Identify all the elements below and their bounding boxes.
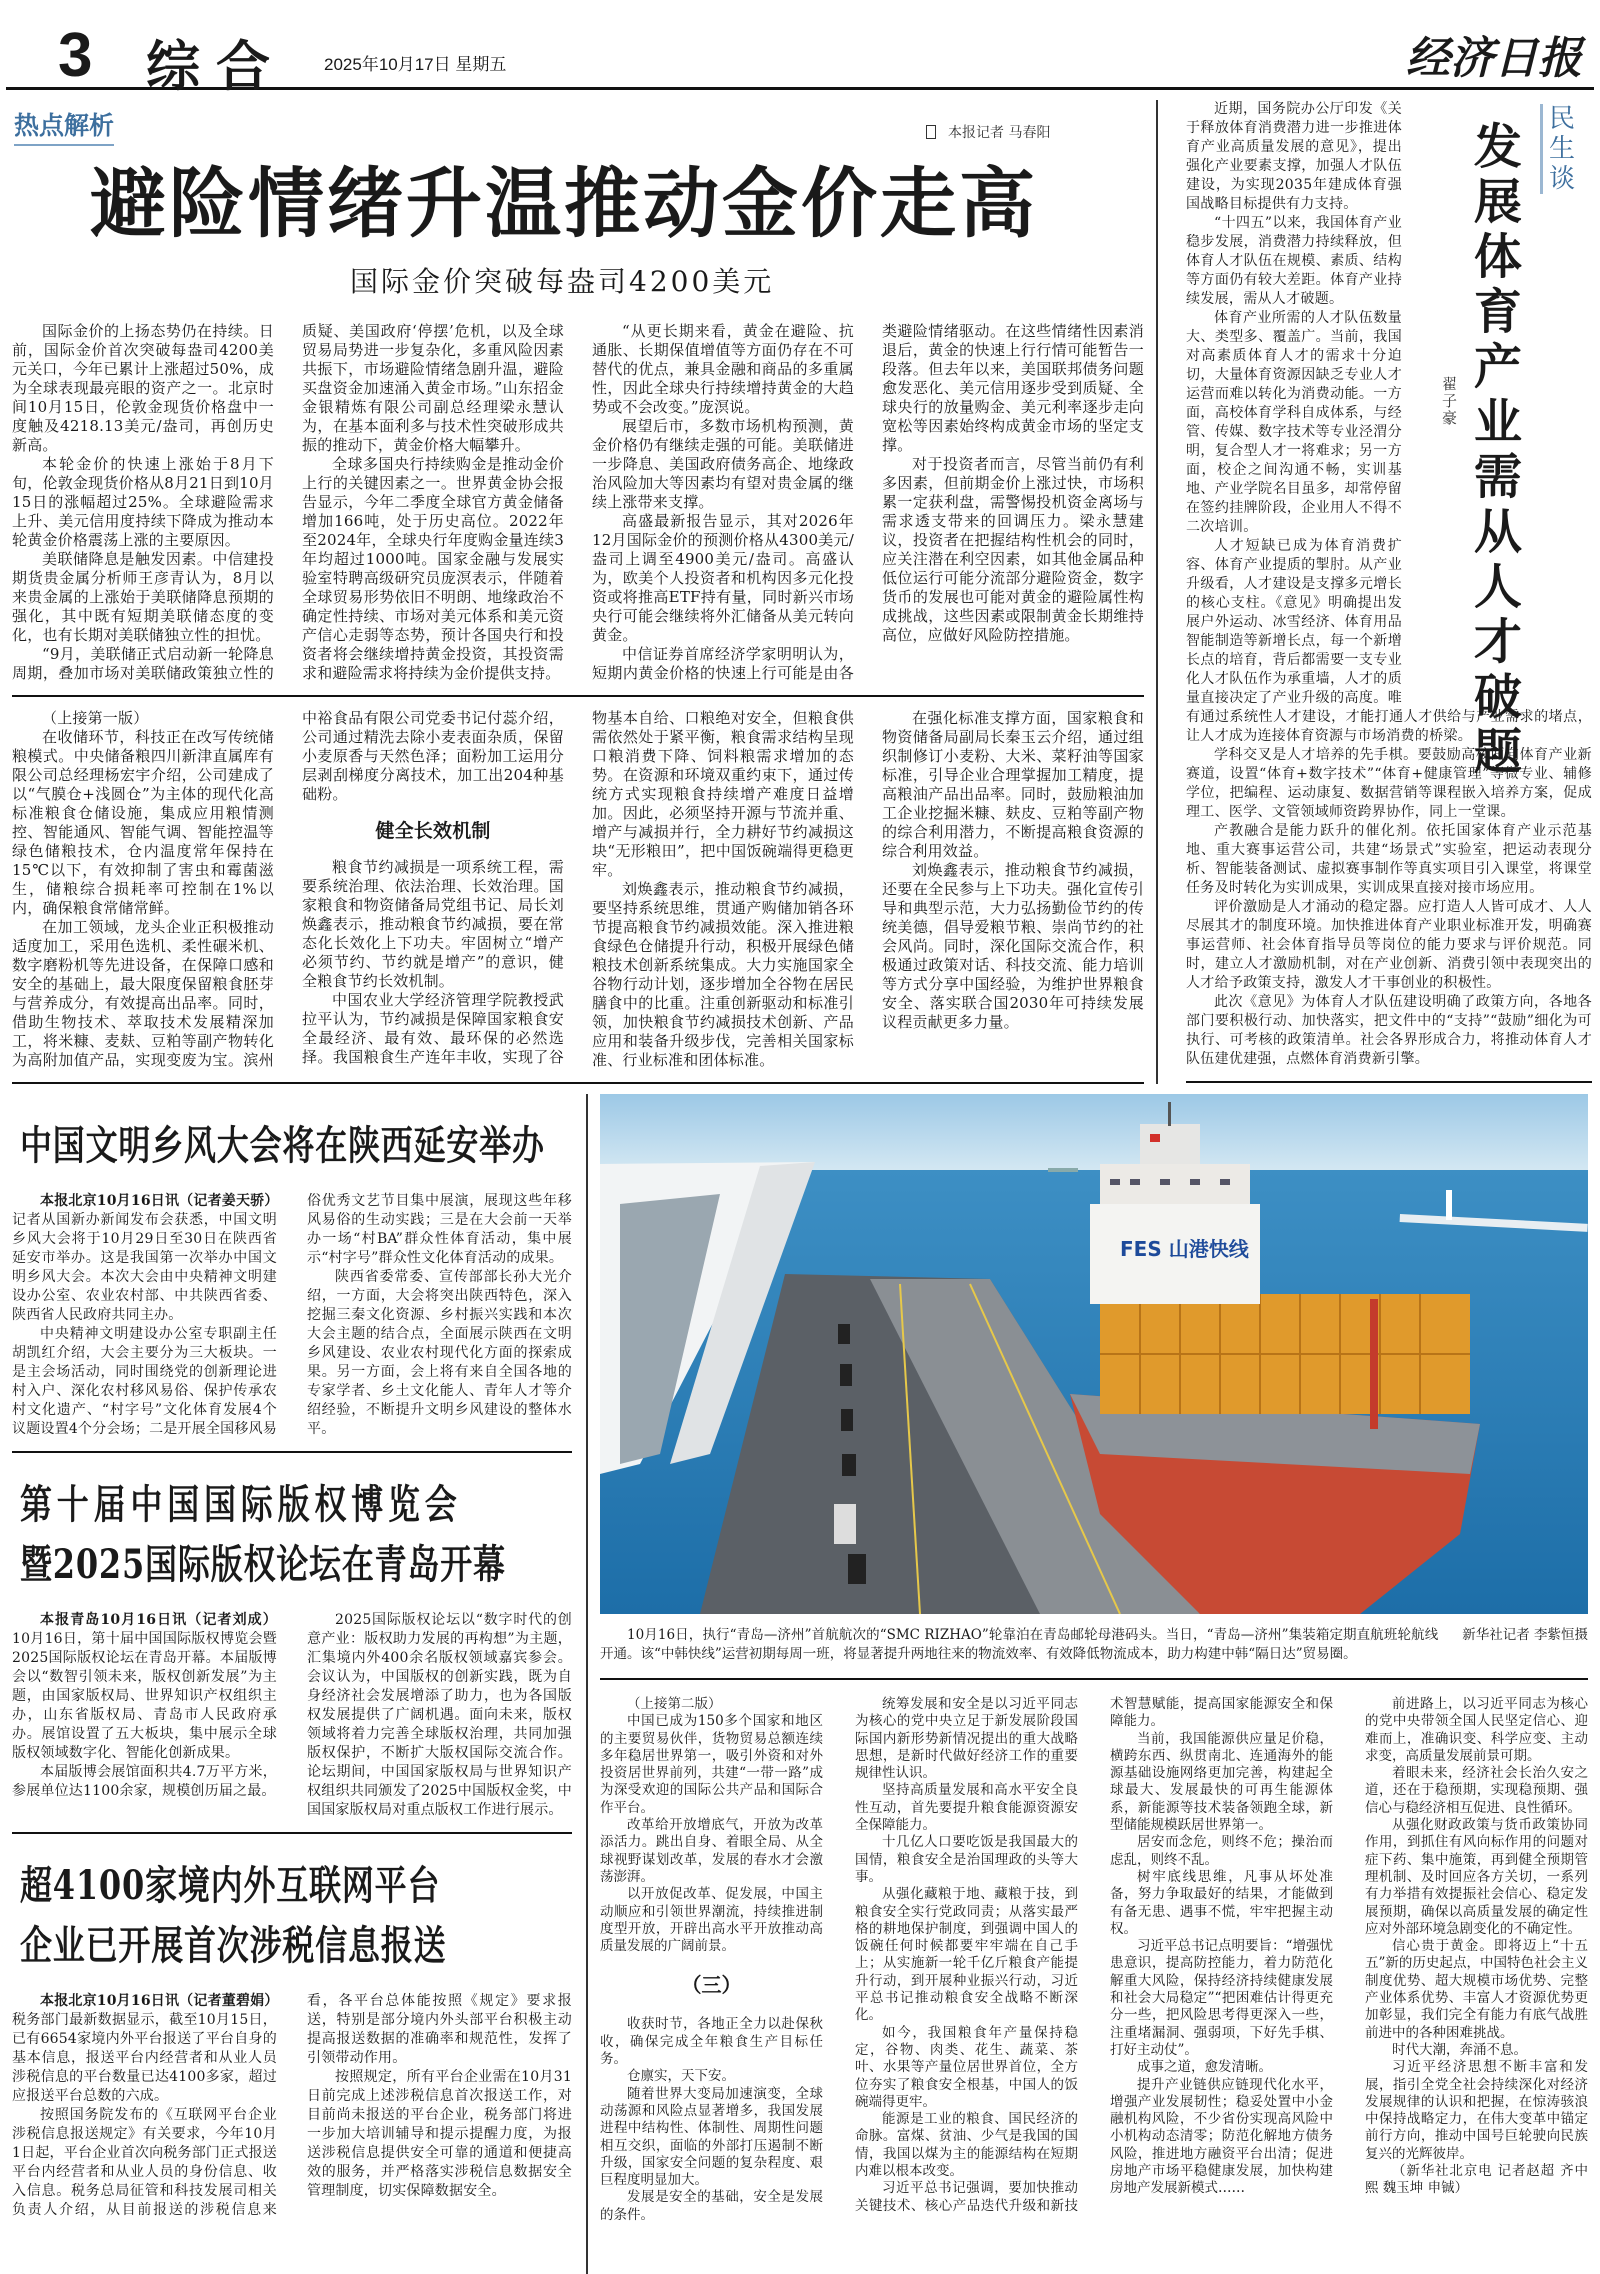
- news3-body: [12, 1992, 572, 2220]
- paragraph: 陕西省委常委、宣传部部长孙大光介绍，一方面，大会将突出陕西特色，深入挖掘三秦文化资源、乡村振兴实践和本次大会主题的结合点，全面展示陕西在文明乡风建设、农业农村现代化方面的探索成果。另一方面，会上将有来自全国各地的专家学者、乡土文化能人、青年人才等介绍经验，不断提升文明乡风建设的整体水平。: [307, 1269, 572, 1437]
- paragraph: “十四五”以来，我国体育产业稳步发展，消费潜力持续释放，但体育人才队伍在规模、素质、结构等方面仍有较大差距。体育产业持续发展，需从人才破题。: [1186, 215, 1402, 307]
- continuation-note: （上接第二版）: [627, 1696, 722, 1712]
- byline: [926, 122, 1050, 142]
- news-rule: [12, 1451, 572, 1453]
- paragraph: “9月，美联储正式启动新一轮降息周期，叠加市场对美联储政策独立性的质疑、美国政府‘停摆’危机，以及全球贸易局势进一步复杂化，多重风险因素共振下，市场避险情绪急剧升温，避险买盘资金加速涌入黄金市场。”山东招金金银精炼有限公司副总经理梁永慧认为，在基本面利多与技术性突破形成共振的推动下，黄金价格大幅攀升。: [12, 322, 564, 682]
- news3-headline-line1: 超4100家境内外互联网平台: [20, 1862, 441, 1909]
- opinion-author: 翟子豪: [1442, 375, 1458, 427]
- paragraph: 人才短缺已成为体育消费扩容、体育产业提质的掣肘。从产业升级看，人才建设是支撑多元增长的核心支柱。《意见》明确提出发展户外运动、冰雪经济、体育用品智能制造等新增长点，每一个新增长点的培育，背后都需要一支专业化人才队伍作为承重墙，人才的质量直接决定了产业升级的高度。唯有通过系统性人才建设，才能打通人才供给与产业需求的堵点，让人才成为连接体育资源与市场消费的桥梁。: [1186, 538, 1592, 744]
- opinion-column: [1186, 100, 1592, 1083]
- caption-text: 10月16日，执行“青岛—济州”首航航次的“SMC RIZHAO”轮靠泊在青岛邮轮母港码头。当日，“青岛—济州”集装箱定期直航班轮航线开通。该“中韩快线”运营初期每周一班，将显著提升两地往来的物流效率、有效降低物流成本，助力构建中韩“隔日达”贸易圈。: [600, 1627, 1439, 1662]
- paragraph: 如今，我国粮食年产量保持稳定，谷物、肉类、花生、蔬菜、茶叶、水果等产量位居世界首位，全方位夯实了粮食安全根基，中国人的饭碗端得更牢。: [855, 2024, 1078, 2110]
- paragraph: 对于投资者而言，尽管当前仍有利多因素，但前期金价上涨过快，市场积累一定获利盘，需警惕投机资金离场与需求透支带来的回调压力。梁永慧建议，投资者在把握结构性机会的同时，应关注潜在利空因素，如其他金属品种低位运行可能分流部分避险资金，数字货币的发展也可能对黄金的避险属性构成挑战，这些因素或限制黄金长期维持高位，应做好风险防控措施。: [882, 455, 1144, 644]
- newspaper-logo: 经济日报: [1406, 33, 1582, 84]
- paragraph: 着眼未来，经济社会长治久安之道，还在于稳预期，实现稳预期、强信心与稳经济相互促进、良性循环。: [1365, 1765, 1588, 1816]
- news2-body: [12, 1611, 572, 1820]
- paragraph: 中国农业大学经济管理学院教授武拉平认为，节约减损是保障国家粮食安全最经济、最有效、最环保的必然选择。我国粮食生产连年丰收，实现了谷物基本自给、口粮绝对安全，但粮食供需依然处于紧平衡，粮食需求结构呈现口粮消费下降、饲料粮需求增加的态势。在资源和环境双重约束下，通过传统方式实现粮食持续增产难度日益增加。因此，必须坚持开源与节流并重、增产与减损并行，全力耕好节约减损这块“无形粮田”，把中国饭碗端得更稳更牢。: [302, 709, 854, 1066]
- paragraph: 美联储降息是触发因素。中信建投期货贵金属分析师王彦青认为，8月以来贵金属的上涨始于美联储降息预期的强化，其中既有短期美联储态度的变化，也有长期对美联储独立性的担忧。: [12, 550, 274, 644]
- news-rule: [12, 1832, 572, 1834]
- paragraph: “从更长期来看，黄金在避险、抗通胀、长期保值增值等方面仍存在不可替代的优点，兼具金融和商品的多重属性，因此全球央行持续增持黄金的大趋势或不会改变。”庞溟说。: [592, 322, 854, 416]
- paragraph: 前进路上，以习近平同志为核心的党中央带领全国人民坚定信心、迎难而上，准确识变、科学应变、主动求变，高质量发展前景可期。: [1365, 1696, 1588, 1764]
- top-left-region: [12, 100, 1158, 1084]
- paragraph: 发展是安全的基础，安全是发展的条件。: [600, 2189, 823, 2223]
- paragraph: 树牢底线思维，凡事从坏处准备，努力争取最好的结果，才能做到有备无患、遇事不慌，牢牢把握主动权。: [1110, 1868, 1333, 1937]
- grain-article-body: [12, 709, 1144, 1070]
- subheading: 健全长效机制: [375, 820, 491, 842]
- lede-paragraph: [12, 1192, 277, 1325]
- lede-text: 税务部门最新数据显示，截至10月15日，已有6654家境内外平台报送了平台自身的基本信息，报送平台内经营者和从业人员涉税信息的平台数量已达4100多家，超过应报送平台总数的六成。: [12, 2012, 277, 2104]
- news-column: [12, 1094, 588, 2274]
- container-ship-photo: [600, 1094, 1588, 1614]
- paragraph: 居安而念危，则终不危；操治而虑乱，则终不乱。: [1110, 1834, 1333, 1868]
- paragraph: 产教融合是能力跃升的催化剂。依托国家体育产业示范基地、重大赛事运营公司，共建“场景式”实验室，把运动表现分析、智能装备测试、虚拟赛事制作等真实项目引入课堂，将课堂任务及时转化为实训成果，实训成果直接对接市场应用。: [1186, 823, 1592, 896]
- paragraph: 改革给开放增底气，开放为改革添活力。跳出自身、着眼全局、从全球视野谋划改革，发展的春水才会激荡澎湃。: [600, 1817, 823, 1885]
- photo-rule: [600, 1678, 1588, 1680]
- paragraph: 坚持高质量发展和高水平安全良性互动，首先要提升粮食能源资源安全保障能力。: [855, 1782, 1078, 1834]
- paragraph: 从强化藏粮于地、藏粮于技，到粮食安全实行党政同责；从落实最严格的耕地保护制度，到强调中国人的饭碗任何时候都要牢牢端在自己手上；从实施新一轮千亿斤粮食产能提升行动，到开展种业振兴行动，习近平总书记推动粮食安全战略不断深化。: [855, 1886, 1078, 2024]
- paragraph: 刘焕鑫表示，推动粮食节约减损，要坚持系统思维，贯通产购储加销各环节提高粮食节约减损效能。深入推进粮食绿色仓储提升行动，积极开展绿色储粮技术创新系统集成。大力实施国家全谷物行动计划，逐步增加全谷物在居民膳食中的比重。注重创新驱动和标准引领，加快粮食节约减损技术创新、产品应用和装备升级步伐，完善相关国家标准、行业标准和团体标准。: [592, 880, 854, 1069]
- lower-region: [0, 1084, 1600, 2274]
- paragraph: 高盛最新报告显示，其对2026年12月国际金价的预测价格从4300美元/盎司上调至4900美元/盎司。高盛认为，欧美个人投资者和机构因多元化投资或将推高ETF持有量，同时新兴市场央行可能会继续将外汇储备从美元转向黄金。: [592, 512, 854, 644]
- paragraph: 学科交叉是人才培养的先手棋。要鼓励高校面向体育产业新赛道，设置“体育+数字技术”“体育+健康管理”等微专业、辅修学位，把编程、运动康复、数据营销等课程嵌入培养方案，促成理工、医学、文管领域师资跨界协作，同上一堂课。: [1186, 747, 1592, 820]
- paragraph: 信心贵于黄金。即将迈上“十五五”新的历史起点，中国特色社会主义制度优势、超大规模市场优势、完整产业体系优势、丰富人才资源优势更加彰显，我们完全有能力有底气战胜前进中的各种困难挑战。: [1365, 1938, 1588, 2041]
- news1-headline: 中国文明乡风大会将在陕西延安举办: [20, 1122, 545, 1169]
- paragraph: 近期，国务院办公厅印发《关于释放体育消费潜力进一步推进体育产业高质量发展的意见》，提出强化产业要素支撑，加强人才队伍建设，为实现2035年建成体育强国战略目标提供有力支持。: [1186, 101, 1402, 212]
- paragraph: 时代大潮，奔涌不息。: [1392, 2041, 1527, 2058]
- paragraph: 国际金价的上扬态势仍在持续。日前，国际金价首次突破每盎司4200美元关口，今年已累计上涨超过50%，成为全球表现最亮眼的资产之一。北京时间10月15日，伦敦金现货价格盘中一度触及4218.13美元/盎司，再创历史新高。: [12, 322, 274, 454]
- news-photo: [600, 1094, 1588, 1614]
- lede-text: 记者从国新办新闻发布会获悉，中国文明乡风大会将于10月29日至30日在陕西省延安市举办。这是我国第一次举办中国文明乡风大会。本次大会由中央精神文明建设办公室、农业农村部、中共陕西省委、陕西省人民政府共同主办。: [12, 1212, 277, 1323]
- paragraph: 习近平总书记强调，要加快推动关键技术、核心产品迭代升级和新技术智慧赋能，提高国家能源安全和保障能力。: [855, 1696, 1333, 2214]
- news1-body: [12, 1192, 572, 1439]
- paragraph: 提升产业链供应链现代化水平，增强产业发展韧性；稳妥处置中小金融机构风险，不少省份实现高风险中小机构动态清零；防范化解地方债务风险，推进地方融资平台出清；促进房地产市场平稳健康发展，加快构建房地产发展新模式……: [1110, 2076, 1333, 2197]
- paragraph: 评价激励是人才涌动的稳定器。应打造人人皆可成才、人人尽展其才的制度环境。加快推进体育产业职业标准开发，明确赛事运营师、社会体育指导员等岗位的能力要求与评价规范。同时，建立人才激励机制，对在产业创新、消费引领中表现突出的人才给予政策支持，激发人才干事创业的积极性。: [1186, 899, 1592, 991]
- lede-text: 10月16日，第十届中国国际版权博览会暨2025国际版权论坛在青岛开幕。本届版博会以“数智引领未来，版权创新发展”为主题，由国家版权局、世界知识产权组织主办，山东省版权局、青岛市人民政府承办。展馆设置了五大板块，集中展示全球版权领域数字化、智能化创新成果。: [12, 1631, 277, 1761]
- paragraph: 按照国务院发布的《互联网平台企业涉税信息报送规定》有关要求，今年10月1日起，平台企业首次向税务部门正式报送平台内经营者和从业人员的身份信息、收入信息。税务总局征管和科技发展司相关负责人介绍，从目前报送的涉税信息来看，各平台总体能按照《规定》要求报送，特别是部分境内外头部平台积极主动提高报送数据的准确率和规范性，发挥了引领带动作用。: [12, 1993, 572, 2218]
- paragraph: 中国已成为150多个国家和地区的主要贸易伙伴，货物贸易总额连续多年稳居世界第一，吸引外资和对外投资居世界前列，共建“一带一路”成为深受欢迎的国际公共产品和国际合作平台。: [600, 1713, 823, 1816]
- paragraph: 成事之道，愈发清晰。: [1137, 2059, 1272, 2076]
- dateline: 本报北京10月16日讯（记者董碧娟）: [40, 1993, 279, 2009]
- masthead: [6, 0, 1594, 98]
- lead-headline: 避险情绪升温推动金价走高: [90, 159, 1038, 248]
- paragraph: 中信证券首席经济学家明明认为，短期内黄金价格的快速上行可能是由各类避险情绪驱动。在这些情绪性因素消退后，黄金的快速上行行情可能暂告一段落。但去年以来，美国联邦债务问题愈发恶化、美元信用逐步受到质疑、全球央行的放量购金、美元利率逐步走向宽松等因素始终构成黄金市场的坚定支撑。: [592, 322, 1144, 682]
- opinion-title: 发展体育产业需从人才破题: [1473, 119, 1523, 780]
- paragraph: 习近平总书记点明要旨：“增强忧患意识，提高防控能力，着力防范化解重大风险，保持经济持续健康发展和社会大局稳定”“把困难估计得更充分一些，把风险思考得更深入一些，注重堵漏洞、强弱项，下好先手棋、打好主动仗”。: [1110, 1938, 1333, 2058]
- paragraph: 从强化财政政策与货币政策协同作用，到抓住有风向标作用的问题对症下药、集中施策，再到健全预期管理机制、及时回应各方关切，一系列有力举措有效提振社会信心、稳定发展预期，确保以高质量发展的确定性应对外部环境急剧变化的不确定性。: [1365, 1817, 1588, 1937]
- paragraph: 随着世界大变局加速演变，全球动荡源和风险点显著增多，我国发展进程中结构性、体制性、周期性问题相互交织，面临的外部打压遏制不断升级，国家安全问题的复杂程度、艰巨程度明显加大。: [600, 2085, 823, 2189]
- subheading: （三）: [681, 1973, 742, 1998]
- photo-caption: [600, 1626, 1588, 1664]
- paragraph: 在加工领域，龙头企业正积极推动适度加工，采用色选机、柔性碾米机、数字磨粉机等先进设备，在保障口感和安全的基础上，最大限度保留粮食胚芽与营养成分，有效提高出品率。同时，借助生物技术、萃取技术发展精深加工，将米糠、麦麸、豆粕等副产物转化为高附加值产品，实现变废为宝。滨州中裕食品有限公司党委书记付蕊介绍，公司通过精洗去除小麦表面杂质，保留小麦原香与天然色泽；面粉加工运用分层剥刮梯度分离技术，加工出204种基础粉。: [12, 709, 564, 1069]
- lede-paragraph: [12, 1611, 277, 1763]
- paragraph: 刘焕鑫表示，推动粮食节约减损，还要在全民参与上下功夫。强化宣传引导和典型示范，大力弘扬勤俭节约的传统美德，倡导爱粮节粮、崇尚节约的社会风尚。同时，深化国际交流合作，积极通过政策对话、科技交流、能力培训等方式分享中国经验，为维护世界粮食安全、落实联合国2030年可持续发展议程贡献更多力量。: [882, 861, 1144, 1031]
- paragraph: 能源是工业的粮食、国民经济的命脉。富煤、贫油、少气是我国的国情，我国以煤为主的能源结构在短期内难以根本改变。: [855, 2111, 1078, 2180]
- top-region: [0, 90, 1600, 1084]
- byline-text: 本报记者 马春阳: [948, 125, 1051, 141]
- opinion-title-block: [1402, 100, 1592, 780]
- paragraph: 本届版博会展馆面积共4.7万平方米，参展单位达1100余家，规模创历届之最。: [12, 1764, 277, 1799]
- page-number: 3: [58, 21, 93, 90]
- news2-headline-wrap: [20, 1475, 572, 1595]
- paragraph: 体育产业所需的人才队伍数量大、类型多、覆盖广。当前，我国对高素质体育人才的需求十分迫切，大量体育资源因缺乏专业人才运营而难以转化为消费动能。一方面，高校体育学科自成体系，与经管、传媒、数字技术等专业泾渭分明，复合型人才一将难求；另一方面，校企之间沟通不畅，实训基地、产业学院名目虽多，却常停留在签约挂牌阶段，企业用人不得不二次培训。: [1186, 310, 1402, 535]
- dateline: 本报青岛10月16日讯（记者刘成）: [40, 1612, 277, 1628]
- issue-date: 2025年10月17日 星期五: [324, 55, 507, 74]
- paragraph: 十几亿人口要吃饭是我国最大的国情，粮食安全是治国理政的头等大事。: [855, 1834, 1078, 1885]
- grain-rule: [12, 1082, 1144, 1084]
- news1-headline-wrap: [20, 1116, 572, 1176]
- photo-and-feature-column: [600, 1094, 1588, 2224]
- photo-credit: 新华社记者 李紫恒摄: [1462, 1627, 1588, 1643]
- section-title: 综合: [146, 34, 286, 98]
- paragraph: 在收储环节，科技正在改写传统储粮模式。中央储备粮四川新津直属库有限公司总经理杨宏宇介绍，公司建成了以“气膜仓+浅圆仓”为主体的现代化高标准粮食仓储设施，集成应用粮情测控、智能通风、智能气调、智能控温等绿色储粮技术，仓内温度常年保持在15℃以下，有效抑制了害虫和霉菌滋生，储粮综合损耗率可控制在1%以内，确保粮食常储常鲜。: [12, 728, 274, 917]
- paragraph: （新华社北京电 记者赵超 齐中熙 魏玉坤 申铖）: [1365, 2163, 1588, 2197]
- paragraph: 按照规定，所有平台企业需在10月31日前完成上述涉税信息首次报送工作，对目前尚未报送的平台企业，税务部门将进一步加大培训辅导和提示提醒力度，为报送涉税信息提供安全可靠的通道和便捷高效的服务，并严格落实涉税信息数据安全管理制度，切实保障数据安全。: [307, 2069, 572, 2199]
- paragraph: 本轮金价的快速上涨始于8月下旬，伦敦金现货价格从8月21日到10月15日的涨幅超过25%。全球避险需求上升、美元信用度持续下降成为推动本轮黄金价格震荡上涨的主要原因。: [12, 455, 274, 549]
- paragraph: 此次《意见》为体育人才队伍建设明确了政策方向，各地各部门要积极行动、加快落实，把文件中的“支持”“鼓励”细化为可执行、可考核的政策清单。社会各界形成合力，将推动体育人才队伍建优建强，点燃体育消费新引擎。: [1186, 994, 1592, 1067]
- paragraph: 粮食节约减损是一项系统工程，需要系统治理、依法治理、长效治理。国家粮食和物资储备局党组书记、局长刘焕鑫表示，推动粮食节约减损，要在常态化长效化上下功夫。牢固树立“增产必须节约、节约就是增产”的意识，健全粮食节约长效机制。: [302, 858, 564, 990]
- section-rule: [12, 695, 1144, 697]
- paragraph: 在强化标准支撑方面，国家粮食和物资储备局副局长秦玉云介绍，通过组织制修订小麦粉、大米、菜籽油等国家标准，引导企业合理掌握加工精度，提高粮油产品出品率。同时，鼓励粮油加工企业挖掘米糠、麸皮、豆粕等副产物的综合利用潜力，不断提高粮食资源的综合利用效益。: [882, 709, 1144, 860]
- kicker-row: [12, 100, 1144, 148]
- gold-article-body: [12, 322, 1144, 683]
- news2-headline-line1: 第十届中国国际版权博览会: [20, 1481, 462, 1528]
- paragraph: 中央精神文明建设办公室专职副主任胡凯红介绍，大会主要分为三大板块。一是主会场活动，同时围绕党的创新理论进村入户、深化农村移风易俗、保护传承农村文化遗产、“村字号”文化体育发展4个议题设置4个分会场；二是开展全国移风易俗优秀文艺节目集中展演，展现这些年移风易俗的生动实践；三是在大会前一天举办一场“村BA”群众性体育活动，集中展示“村字号”群众性文化体育活动的成果。: [12, 1193, 572, 1437]
- byline-box-icon: [926, 125, 936, 139]
- paragraph: 收获时节，各地正全力以赴保秋收，确保完成全年粮食生产目标任务。: [600, 2016, 823, 2068]
- paragraph: 仓廪实，天下安。: [627, 2068, 735, 2085]
- opinion-tag: 民生谈: [1540, 104, 1576, 194]
- dateline: 本报北京10月16日讯（记者姜天骄）: [40, 1193, 279, 1209]
- paragraph: 统筹发展和安全是以习近平同志为核心的党中央立足于新发展阶段国际国内新形势新情况提出的重大战略思想，是新时代做好经济工作的重要规律性认识。: [855, 1696, 1078, 1782]
- lede-paragraph: [12, 1992, 277, 2106]
- ship-logo: FES 山港快线: [1120, 1237, 1249, 1261]
- continuation-note: （上接第一版）: [42, 709, 149, 727]
- paragraph: 全球多国央行持续购金是推动金价上行的关键因素之一。世界黄金协会报告显示，今年二季度全球官方黄金储备增加166吨，处于历史高位。2022年至2024年，全球央行年度购金量连续3年均超过1000吨。国家金融与发展实验室特聘高级研究员庞溟表示，伴随着全球贸易形势依旧不明朗、地缘政治不确定性持续、市场对美元体系和美元资产信心走弱等态势，预计各国央行和投资者将会继续增持黄金投资，其投资需求和避险需求将持续为金价提供支持。: [302, 455, 564, 682]
- paragraph: 当前，我国能源供应量足价稳，横跨东西、纵贯南北、连通海外的能源基础设施网络更加完善，构建起全球最大、发展最快的可再生能源体系，新能源等技术装备领跑全球，新型储能规模跃居世界第一。: [1110, 1730, 1333, 1834]
- paragraph: 以开放促改革、促发展，中国主动顺应和引领世界潮流，持续推进制度型开放，开辟出高水平开放推动高质量发展的广阔前景。: [600, 1886, 823, 1955]
- paragraph: 展望后市，多数市场机构预测，黄金价格仍有继续走强的可能。美联储进一步降息、美国政府债务高企、地缘政治风险加大等因素均有望对贵金属的继续上涨带来支撑。: [592, 417, 854, 511]
- column-kicker: 热点解析: [14, 106, 114, 146]
- lead-subtitle: 国际金价突破每盎司4200美元: [350, 265, 775, 298]
- news3-headline-wrap: [20, 1856, 572, 1976]
- paragraph: 2025国际版权论坛以“数字时代的创意产业：版权助力发展的再构想”为主题，汇集境内外400余名版权领域嘉宾参会。会议认为，中国版权的创新实践，既为自身经济社会发展增添了助力，也为各国版权发展提供了广阔机遇。面向未来，版权领域将着力完善全球版权治理，共同加强版权保护，不断扩大版权国际交流合作。论坛期间，中国国家版权局与世界知识产权组织共同颁发了2025中国版权金奖，中国国家版权局对重点版权工作进行展示。: [307, 1612, 572, 1818]
- feature-article-body: [600, 1696, 1588, 2224]
- paragraph: 习近平经济思想不断丰富和发展，指引全党全社会持续深化对经济发展规律的认识和把握，在惊涛骇浪中保持战略定力，在伟大变革中锚定前行方向，推动中国号巨轮驶向民族复兴的光辉彼岸。: [1365, 2059, 1588, 2162]
- news2-headline-line2: 暨2025国际版权论坛在青岛开幕: [20, 1541, 506, 1588]
- news3-headline-line2: 企业已开展首次涉税信息报送: [20, 1922, 447, 1969]
